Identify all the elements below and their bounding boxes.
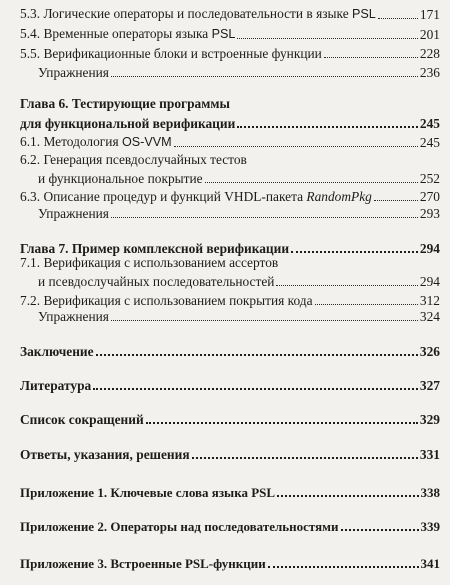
toc-entry-title: Приложение 3. Встроенные PSL-функции <box>20 556 266 571</box>
toc-entry-title: Верификация с использованием покрытия кода <box>43 293 313 308</box>
dot-leader <box>324 57 418 58</box>
dot-leader <box>111 76 418 77</box>
toc-entry-exercises-ch6 <box>38 203 440 221</box>
dot-leader <box>237 126 418 128</box>
toc-entry-title: для функциональной верификации <box>20 116 236 131</box>
dot-leader <box>111 217 418 218</box>
chapter-6-title-line1: Глава 6. Тестирующие программы <box>20 96 230 111</box>
toc-entry-title-acronym: OS-VVM <box>121 135 172 149</box>
dot-leader <box>276 285 417 286</box>
toc-entry-7-1-line1 <box>20 255 278 270</box>
dot-leader <box>174 146 418 147</box>
toc-entry-title-italic: RandomPkg <box>306 189 372 204</box>
toc-entry-6-2 <box>38 168 440 186</box>
toc-entry-page: 331 <box>419 447 440 462</box>
dot-leader <box>268 566 419 568</box>
toc-entry-page: 329 <box>419 412 440 427</box>
toc-entry-number: 7.2. <box>20 293 44 308</box>
toc-entry-title: Упражнения <box>38 206 109 221</box>
toc-entry-title: Приложение 1. Ключевые слова языка PSL <box>20 485 276 500</box>
toc-entry-page: 270 <box>419 189 440 204</box>
toc-entry-title: и функциональное покрытие <box>38 171 203 186</box>
toc-entry-6-1 <box>20 132 440 150</box>
toc-entry-page: 326 <box>419 344 440 359</box>
toc-entry-chapter-6 <box>20 113 440 131</box>
toc-entry-page: 294 <box>419 241 440 256</box>
toc-entry-page: 293 <box>419 206 440 221</box>
dot-leader <box>192 457 418 459</box>
toc-entry-title: Логические операторы и последовательности в языке <box>43 6 352 21</box>
toc-entry-chapter-7 <box>20 238 440 256</box>
toc-entry-number: 6.1. <box>20 134 44 149</box>
toc-entry-title-acronym: PSL <box>351 7 376 21</box>
toc-entry-page: 327 <box>419 378 440 393</box>
toc-entry-number: 6.3. <box>20 189 44 204</box>
toc-entry-page: 228 <box>419 46 440 61</box>
toc-entry-appendix-1 <box>20 482 440 500</box>
toc-entry-number: 6.2. <box>20 152 44 167</box>
toc-entry-title: Верификационные блоки и встроенные функции <box>43 46 322 61</box>
toc-entry-conclusion <box>20 341 440 359</box>
dot-leader <box>341 529 419 531</box>
toc-entry-title: Описание процедур и функций VHDL-пакета <box>43 189 307 204</box>
toc-entry-exercises-ch7 <box>38 306 440 324</box>
toc-entry-title: Упражнения <box>38 309 109 324</box>
toc-entry-page: 236 <box>419 65 440 80</box>
toc-entry-number: 5.4. <box>20 26 44 41</box>
toc-entry-title: и псевдослучайных последовательностей <box>38 274 275 289</box>
dot-leader <box>205 182 418 183</box>
toc-entry-page: 201 <box>419 27 440 42</box>
toc-entry-number: 7.1. <box>20 255 44 270</box>
dot-leader <box>146 422 418 424</box>
dot-leader <box>378 18 418 19</box>
toc-entry-title: Методология <box>43 134 122 149</box>
dot-leader <box>291 251 418 253</box>
dot-leader <box>237 38 418 39</box>
dot-leader <box>315 304 418 305</box>
toc-entry-5-3 <box>20 4 440 22</box>
toc-entry-page: 339 <box>420 519 440 534</box>
toc-entry-page: 245 <box>419 135 440 150</box>
toc-entry-title: Приложение 2. Операторы над последовательностями <box>20 519 339 534</box>
dot-leader <box>277 495 418 497</box>
toc-entry-exercises-ch5 <box>38 62 440 80</box>
toc-entry-references <box>20 375 440 393</box>
toc-entry-title: Упражнения <box>38 65 109 80</box>
toc-entry-answers <box>20 444 440 462</box>
toc-entry-number: 5.5. <box>20 46 44 61</box>
toc-entry-page: 324 <box>419 309 440 324</box>
toc-entry-title: Временные операторы языка <box>43 26 212 41</box>
toc-entry-title: Верификация с использованием ассертов <box>43 255 279 270</box>
toc-entry-title: Глава 7. Пример комплексной верификации <box>20 241 290 256</box>
dot-leader <box>374 200 418 201</box>
toc-entry-page: 294 <box>419 274 440 289</box>
toc-entry-title-acronym: PSL <box>211 27 236 41</box>
toc-entry-page: 338 <box>420 485 440 500</box>
dot-leader <box>111 320 418 321</box>
toc-entry-6-3 <box>20 186 440 204</box>
dot-leader <box>93 388 418 390</box>
toc-entry-6-2-line1 <box>20 152 247 167</box>
toc-entry-5-5 <box>20 43 440 61</box>
toc-entry-number: 5.3. <box>20 6 44 21</box>
toc-entry-page: 312 <box>419 293 440 308</box>
toc-entry-page: 252 <box>419 171 440 186</box>
toc-entry-page: 171 <box>419 7 440 22</box>
toc-entry-page: 245 <box>419 116 440 131</box>
toc-entry-title: Генерация псевдослучайных тестов <box>43 152 247 167</box>
toc-entry-abbreviations <box>20 409 440 427</box>
toc-entry-appendix-3 <box>20 553 440 571</box>
toc-entry-title: Ответы, указания, решения <box>20 447 190 462</box>
dot-leader <box>96 354 418 356</box>
toc-entry-title: Литература <box>20 378 92 393</box>
toc-entry-appendix-2 <box>20 516 440 534</box>
toc-entry-5-4 <box>20 24 440 42</box>
toc-entry-title: Список сокращений <box>20 412 144 427</box>
toc-entry-page: 341 <box>420 556 440 571</box>
toc-entry-title: Заключение <box>20 344 94 359</box>
toc-entry-7-1 <box>38 271 440 289</box>
